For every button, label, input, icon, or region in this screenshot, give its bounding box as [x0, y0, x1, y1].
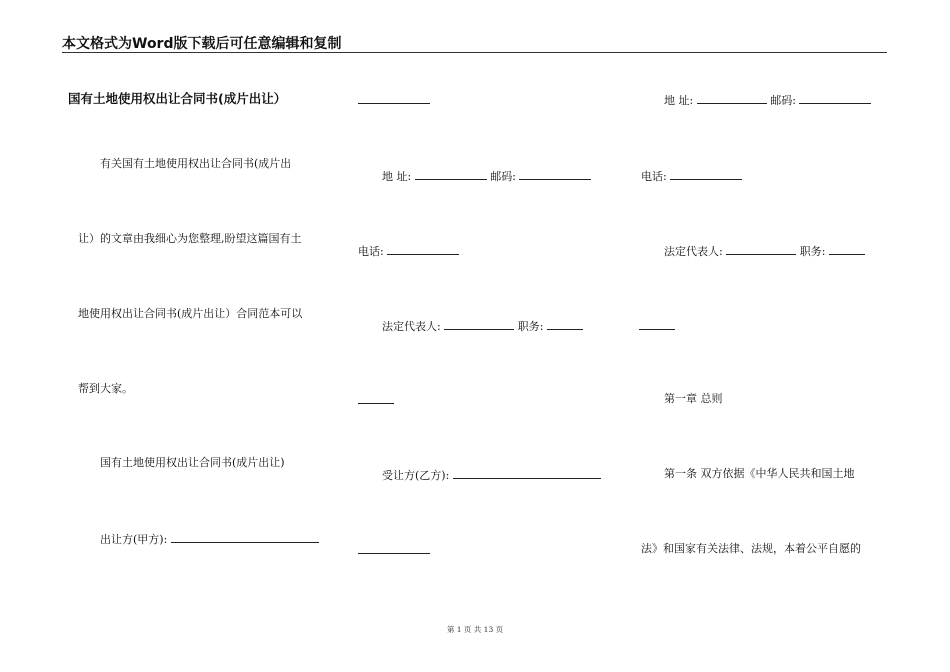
postcode-blank [519, 168, 591, 180]
article-1-line-1: 第一条 双方依据《中华人民共和国土地 [664, 467, 855, 480]
phone-label: 电话: [358, 245, 384, 258]
col2-bottom-blank-line [358, 542, 430, 558]
phone-blank [670, 168, 742, 180]
document-header: 本文格式为Word版下载后可任意编辑和复制 [62, 36, 342, 52]
postcode-label: 邮码: [490, 170, 516, 183]
address-label: 地 址: [382, 170, 412, 183]
phone-blank [387, 243, 459, 255]
article-1-line-2: 法》和国家有关法律、法规，本着公平自愿的 [641, 542, 861, 555]
col3-address-line [664, 92, 871, 108]
postcode-blank [799, 92, 871, 104]
blank-field [358, 392, 394, 404]
col2-top-blank-line [358, 92, 430, 108]
postcode-label: 邮码: [770, 94, 796, 107]
transferor-blank [171, 531, 319, 543]
transferor-line [100, 531, 319, 547]
document-title: 国有土地使用权出让合同书(成片出让） [68, 91, 287, 106]
col2-continuation-blank [358, 392, 394, 408]
intro-line-2: 让）的文章由我细心为您整理,盼望这篇国有土 [78, 232, 302, 245]
col2-address-line [382, 168, 591, 184]
blank-field [358, 542, 430, 554]
col3-phone-line [641, 168, 742, 184]
legal-rep-blank [444, 318, 514, 330]
position-blank [547, 318, 583, 330]
legal-rep-blank [726, 243, 796, 255]
address-label: 地 址: [664, 94, 694, 107]
col3-legal-rep-line [664, 243, 865, 259]
transferee-label: 受让方(乙方): [382, 469, 450, 482]
col2-legal-rep-line [382, 318, 583, 334]
position-label: 职务: [517, 320, 544, 333]
position-label: 职务: [799, 245, 826, 258]
transferee-blank [453, 467, 601, 479]
address-blank [415, 168, 487, 180]
intro-line-4: 帮到大家。 [78, 382, 133, 395]
col3-continuation-blank [639, 318, 675, 334]
legal-rep-label: 法定代表人: [664, 245, 723, 258]
col2-phone-line [358, 243, 459, 259]
legal-rep-label: 法定代表人: [382, 320, 441, 333]
intro-line-3: 地使用权出让合同书(成片出让）合同范本可以 [78, 307, 303, 320]
blank-field [639, 318, 675, 330]
col2-transferee-line [382, 467, 601, 483]
address-blank [697, 92, 767, 104]
contract-subtitle: 国有土地使用权出让合同书(成片出让) [100, 456, 285, 469]
intro-line-1: 有关国有土地使用权出让合同书(成片出 [100, 157, 292, 170]
phone-label: 电话: [641, 170, 667, 183]
blank-field [358, 92, 430, 104]
transferor-label: 出让方(甲方): [100, 533, 168, 546]
header-divider [62, 52, 887, 53]
page-footer: 第 1 页 共 13 页 [446, 625, 504, 634]
position-blank [829, 243, 865, 255]
chapter-heading: 第一章 总则 [664, 392, 723, 405]
